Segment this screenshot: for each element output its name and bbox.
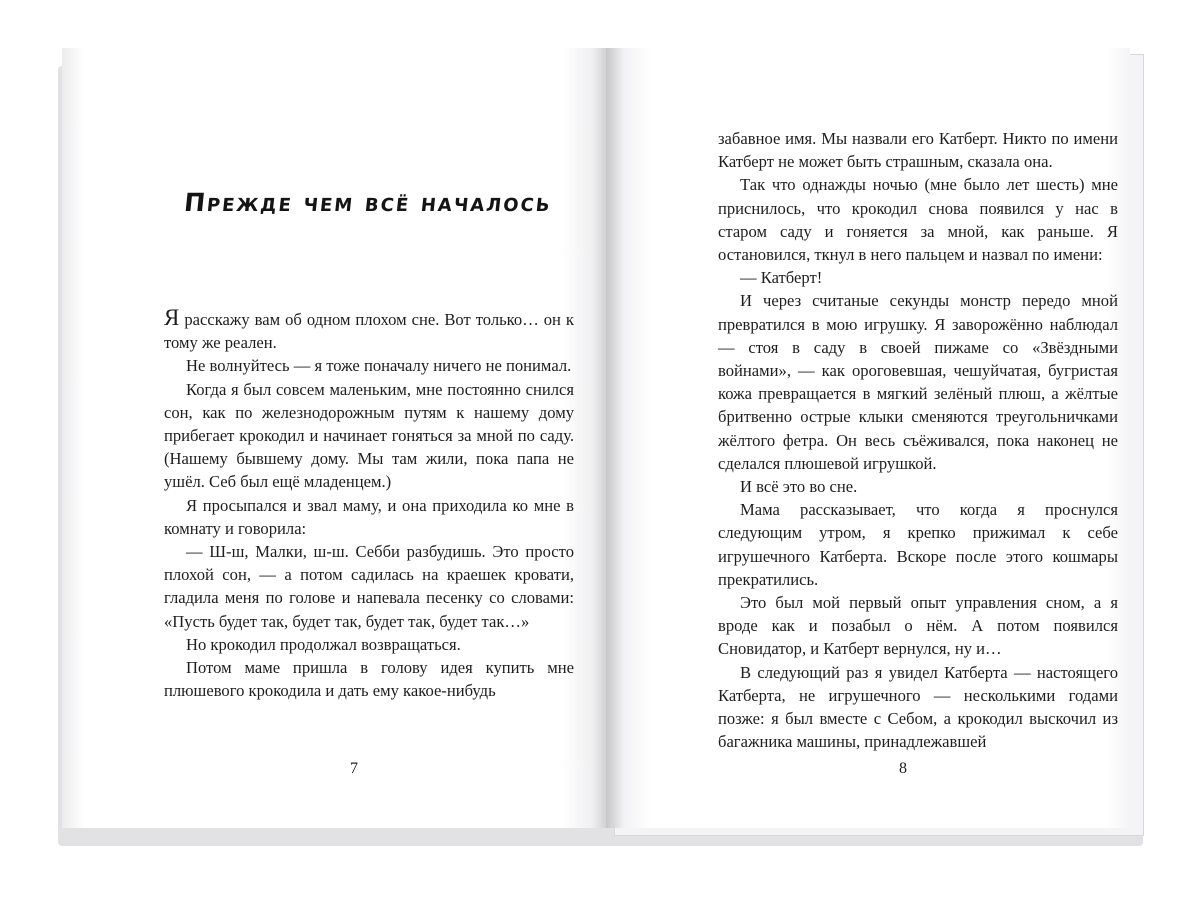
paragraph [164,305,574,354]
paragraph: Потом маме пришла в голову идея купить мне плюшевого крокодила и дать ему какое-нибудь [164,658,574,701]
right-page [606,48,1130,828]
open-book [48,48,1140,838]
paragraph: — Катберт! [740,268,823,288]
paragraph: — Ш-ш, Малки, ш-ш. Себби разбудишь. Это просто плохой сон, — а потом садилась на краешек кровати, гладила меня по голове и напевала песенку со словами: «Пусть будет так, будет так, будет так, будет так…» [164,542,574,631]
paragraph: Когда я был совсем маленьким, мне постоянно снился сон, как по железнодорожным путям к нашему дому прибегает крокодил и начинает гоняться за мной по саду. (Нашему бывшему дому. Мы там жили, пока папа не ушёл. Себ был ещё младенцем.) [164,379,574,492]
left-page [62,48,610,828]
drop-cap: Я [164,305,180,330]
paragraph: В следующий раз я увидел Катберта — настоящего Катберта, не игрушечного — несколькими годами позже: я был вместе с Себом, а крокодил выскочил из багажника машины, принадлежавшей [718,662,1118,752]
chapter-title: Прежде чем всё началось [182,188,554,217]
paragraph: И всё это во сне. [740,477,858,497]
left-page-text [164,305,574,702]
paragraph: Мама рассказывает, что когда я проснулся следующим утром, я крепко прижимал к себе игрушечного Катберта. Вскоре после этого кошмары прекратились. [718,500,1118,589]
page-number: 7 [350,760,358,777]
paragraph: забавное имя. Мы назвали его Катберт. Никто по имени Катберт не может быть страшным, сказала она. [718,129,1118,172]
paragraph: Я просыпался и звал маму, и она приходила ко мне в комнату и говорила: [164,495,574,538]
paragraph: Так что однажды ночью (мне было лет шесть) мне приснилось, что крокодил снова появился у нас в старом саду и гоняется за мной, как раньше. Я остановился, ткнул в него пальцем и назвал по имени: [718,175,1118,265]
paragraph-text: расскажу вам об одном плохом сне. Вот только… он к тому же реален. [164,310,574,353]
page-number: 8 [899,760,907,777]
paragraph: Не волнуйтесь — я тоже поначалу ничего не понимал. [186,356,572,376]
paragraph: Но крокодил продолжал возвращаться. [186,634,461,654]
paragraph: И через считаные секунды монстр передо мной превратился в мою игрушку. Я заворожённо наблюдал — стоя в саду в своей пижаме со «Звёздными войнами», — как ороговевшая, чешуйчатая, бугристая кожа превращается в мягкий зелёный плюш, а жёлтые бритвенно острые клыки сменяются треугольничками жёлтого фетра. Он весь съёживался, пока наконец не сделался плюшевой игрушкой. [718,291,1118,473]
right-page-text [718,127,1118,753]
paragraph: Это был мой первый опыт управления сном, а я вроде как и позабыл о нём. А потом появился Сновидатор, и Катберт вернулся, ну и… [718,593,1118,659]
